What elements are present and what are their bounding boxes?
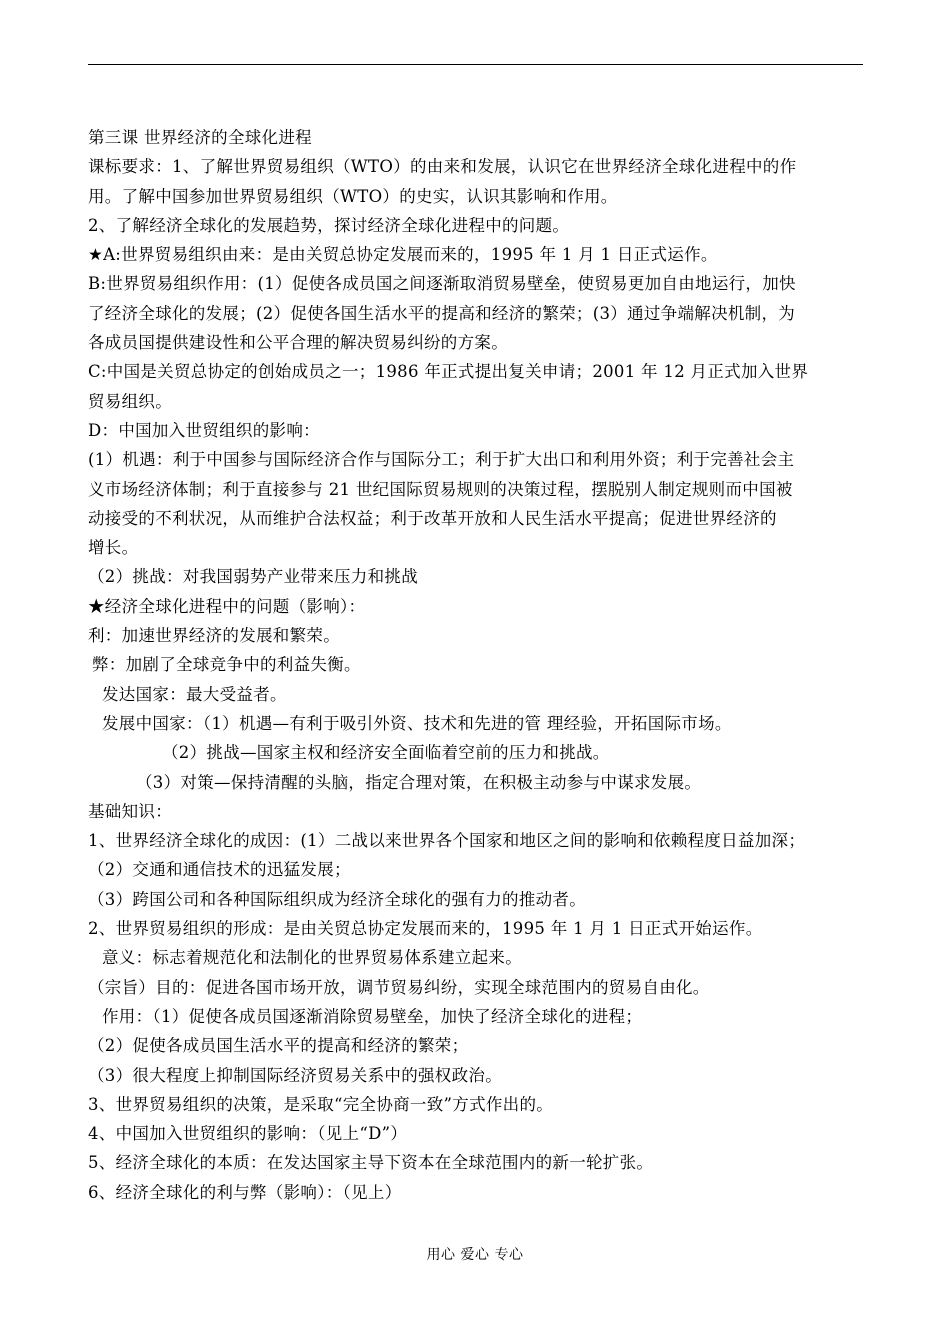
text-line: 增长。 bbox=[88, 538, 139, 558]
text-line: （2）促使各成员国生活水平的提高和经济的繁荣； bbox=[88, 1036, 469, 1056]
text-line: （3）跨国公司和各种国际组织成为经济全球化的强有力的推动者。 bbox=[88, 889, 586, 909]
text-line: 了经济全球化的发展；(2）促使各国生活水平的提高和经济的繁荣；(3）通过争端解决机制，为 bbox=[88, 303, 796, 323]
text-line: 作用：（1）促使各成员国逐渐消除贸易壁垒，加快了经济全球化的进程； bbox=[102, 1006, 643, 1026]
text-line: 利：加速世界经济的发展和繁荣。 bbox=[88, 626, 340, 646]
text-line: 4、中国加入世贸组织的影响：（见上“D”） bbox=[88, 1124, 408, 1144]
text-line: 贸易组织。 bbox=[88, 391, 172, 411]
text-line: 课标要求：1、了解世界贸易组织（WTO）的由来和发展，认识它在世界经济全球化进程中的作 bbox=[88, 157, 797, 177]
text-line: （2）挑战：对我国弱势产业带来压力和挑战 bbox=[88, 567, 418, 587]
page-footer: 用心 爱心 专心 bbox=[426, 1247, 524, 1263]
header-rule bbox=[88, 64, 863, 65]
text-line: （2）交通和通信技术的迅猛发展； bbox=[88, 860, 351, 880]
text-line: （宗旨）目的：促进各国市场开放，调节贸易纠纷，实现全球范围内的贸易自由化。 bbox=[88, 977, 710, 997]
text-line: （2）挑战—国家主权和经济安全面临着空前的压力和挑战。 bbox=[162, 743, 610, 763]
text-line: C:中国是关贸总协定的创始成员之一；1986 年正式提出复关申请；2001 年 12 月正式加入世界 bbox=[88, 362, 809, 382]
text-line: (1）机遇：利于中国参与国际经济合作与国际分工；利于扩大出口和利用外资；利于完善社会主 bbox=[88, 450, 795, 470]
text-line: ★经济全球化进程中的问题（影响）： bbox=[88, 596, 366, 616]
text-line: 各成员国提供建设性和公平合理的解决贸易纠纷的方案。 bbox=[88, 333, 508, 353]
text-line: 发展中国家：（1）机遇—有利于吸引外资、技术和先进的管 理经验，开拓国际市场。 bbox=[102, 713, 732, 733]
text-line: 发达国家：最大受益者。 bbox=[102, 684, 287, 704]
text-line: 基础知识： bbox=[88, 801, 172, 821]
text-line: 意义：标志着规范化和法制化的世界贸易体系建立起来。 bbox=[102, 948, 522, 968]
text-line: B:世界贸易组织作用：(1）促使各成员国之间逐渐取消贸易壁垒，使贸易更加自由地运行，加快 bbox=[88, 274, 796, 294]
text-line: D：中国加入世贸组织的影响： bbox=[88, 420, 320, 440]
text-line: 弊：加剧了全球竞争中的利益失衡。 bbox=[92, 655, 361, 675]
text-line: 5、经济全球化的本质：在发达国家主导下资本在全球范围内的新一轮扩张。 bbox=[88, 1153, 654, 1173]
text-line: 2、世界贸易组织的形成：是由关贸总协定发展而来的，1995 年 1 月 1 日正式开始运作。 bbox=[88, 919, 763, 939]
text-line: 6、经济全球化的利与弊（影响）：（见上） bbox=[88, 1182, 402, 1202]
text-line: ★A:世界贸易组织由来：是由关贸总协定发展而来的，1995 年 1 月 1 日正式运作。 bbox=[88, 245, 718, 265]
text-line: 3、世界贸易组织的决策，是采取“完全协商一致”方式作出的。 bbox=[88, 1094, 554, 1114]
text-line: （3）对策—保持清醒的头脑，指定合理对策，在积极主动参与中谋求发展。 bbox=[136, 772, 702, 792]
lesson-title: 第三课 世界经济的全球化进程 bbox=[88, 128, 312, 147]
text-line: 义市场经济体制；利于直接参与 21 世纪国际贸易规则的决策过程，摆脱别人制定规则而中国被 bbox=[88, 479, 793, 499]
text-line: 1、世界经济全球化的成因：(1）二战以来世界各个国家和地区之间的影响和依赖程度日益加深； bbox=[88, 831, 806, 851]
document-body bbox=[88, 123, 878, 1207]
text-line: 动接受的不利状况，从而维护合法权益；利于改革开放和人民生活水平提高；促进世界经济的 bbox=[88, 508, 777, 528]
text-line: 用。了解中国参加世界贸易组织（WTO）的史实，认识其影响和作用。 bbox=[88, 186, 618, 206]
text-line: （3）很大程度上抑制国际经济贸易关系中的强权政治。 bbox=[88, 1065, 502, 1085]
text-line: 2、了解经济全球化的发展趋势，探讨经济全球化进程中的问题。 bbox=[88, 215, 570, 235]
